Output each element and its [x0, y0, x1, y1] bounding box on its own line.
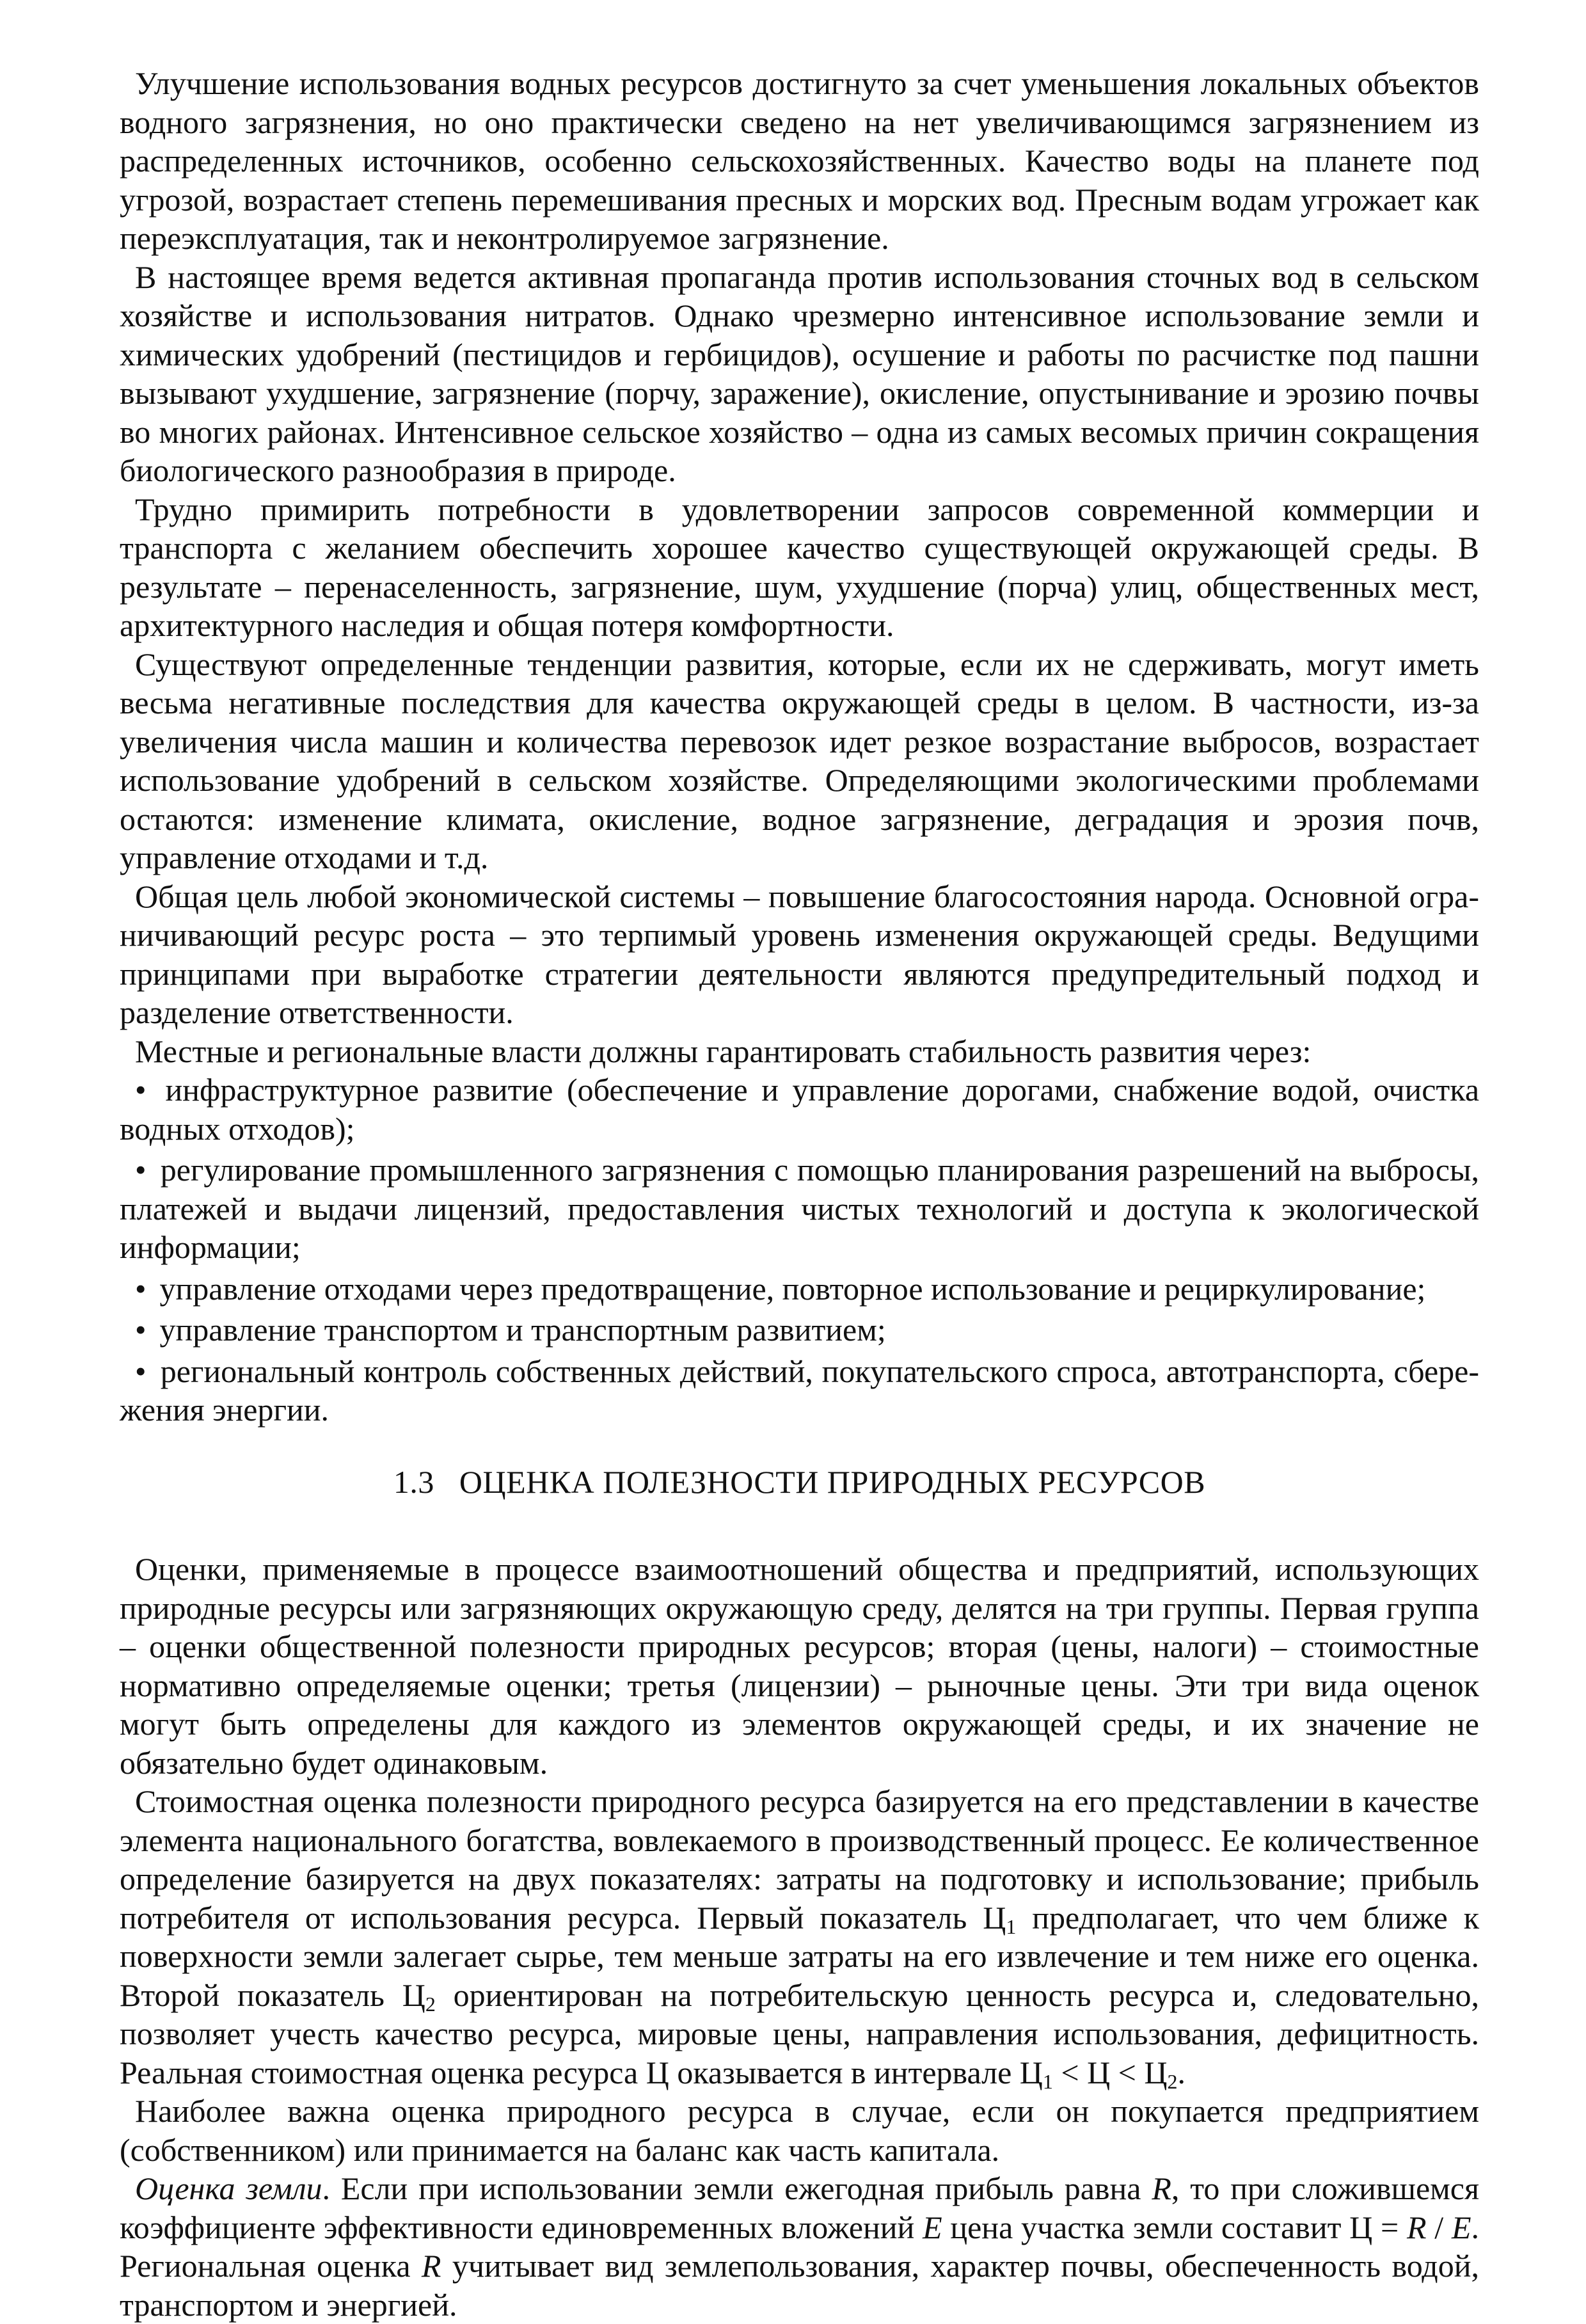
text-run: цена участка земли составит Ц =	[942, 2209, 1407, 2245]
bullet-list	[120, 1070, 1479, 1429]
list-item	[120, 1150, 1479, 1267]
list-item-text: инфраструктурное развитие (обеспечение и управление дорогами, снабжение водой, очистка водных отходов);	[120, 1072, 1480, 1147]
text-run: < Ц < Ц	[1052, 2054, 1168, 2090]
paragraph-commerce-transport: Трудно примирить потребности в удовлетворении запросов современной коммерции и транспорта с желанием обеспечить хорошее качество существующей окружающей среды. В результате – перенаселенность, загрязнение, шум, ухудшение (порча) улиц, общественных мест, архитектурного наследия и общая потеря комфортности.	[120, 491, 1479, 643]
bullet-icon: •	[135, 1072, 147, 1108]
subscript: 1	[1006, 1914, 1017, 1938]
text-run: учитывает вид землепользования, характер почвы, обеспеченность водой, транспортом и энергией.	[120, 2248, 1479, 2323]
text-run: . Если при использовании земли ежегодная прибыль равна	[322, 2170, 1152, 2206]
paragraph-cost-valuation	[120, 1782, 1479, 2092]
variable-r: R	[1152, 2170, 1171, 2206]
list-item-text: регулирование промышленного загрязнения с помощью планирования разрешений на выбросы, платежей и выдачи лицензий, предоставления чистых технологий и доступа к экологической информации;	[120, 1152, 1479, 1265]
bullet-icon: •	[135, 1152, 147, 1188]
list-item	[120, 1070, 1479, 1148]
list-item	[120, 1310, 1479, 1349]
paragraph-valuation-groups: Оценки, применяемые в процессе взаимоотношений общества и предприятий, использующих природные ресурсы или загрязняющих окружающую среду, делятся на три группы. Первая группа – оценки общественной полезности природных ресурсов; вторая (цены, налоги) – стоимостные нормативно определяемые оценки; третья (лицензии) – рыночные цены. Эти три вида оценок могут быть определены для каждого из элементов окружающей среды, и их значение не обязательно будет одинаковым.	[120, 1551, 1479, 1781]
text-run: предполагает, что чем ближе к поверхности земли залегает сырье, тем меньше затраты на его извлечение и тем ниже его оценка. Второй показатель Ц	[120, 1899, 1479, 2013]
paragraph-development-trends: Существуют определенные тенденции развития, которые, если их не сдерживать, могут иметь весьма негативные последствия для качества окружающей среды в целом. В частности, из-за увеличения числа машин и количества перевозок идет резкое возрастание выбросов, возрастает использование удобрений в сельском хозяйстве. Определяющими экологическими проблемами остаются: изменение климата, окисление, водное загрязнение, деградация и эрозия почв, управление отходами и т.д.	[120, 646, 1479, 875]
variable-r: R	[421, 2248, 441, 2284]
subscript: 2	[425, 1992, 436, 2016]
paragraph-water-resources: Улучшение использования водных ресурсов достигнуто за счет уменьшения локальных объектов водного загрязнения, но оно практически сведено на нет увеличивающимся загрязнением из распределенных источников, особенно сельскохозяйственных. Качество воды на планете под угрозой, возрастает степень перемешивания пресных и морских вод. Пресным водам угрожает как переэксплуатация, так и неконтролируемое загрязнение.	[120, 65, 1479, 256]
list-item-text: управление отходами через предотвращение, повторное использование и рециркулирование;	[159, 1270, 1426, 1307]
list-item	[120, 1352, 1479, 1429]
bullet-icon: •	[135, 1353, 147, 1389]
section-heading	[120, 1463, 1479, 1502]
paragraph-important-valuation: Наиболее важна оценка природного ресурса в случае, если он покупается предприятием (собственником) или принимается на баланс как часть капитала.	[120, 2093, 1479, 2168]
variable-e: E	[923, 2209, 942, 2245]
text-run: .	[1177, 2054, 1186, 2090]
text-run: ориентирован на потребительскую ценность ресурса и, следовательно, позволяет учесть качество ресурса, мировые цены, направления использования, дефицитность. Реальная стоимостная оценка ресурса Ц оказывается в интервале Ц	[120, 1977, 1479, 2090]
list-item-text: региональный контроль собственных действий, покупательского спроса, автотранспорта, сбережения энергии.	[120, 1353, 1479, 1428]
subscript: 2	[1167, 2069, 1178, 2093]
variable-r: R	[1407, 2209, 1427, 2245]
italic-term: Оценка земли	[135, 2170, 322, 2206]
list-item-text: управление транспортом и транспортным развитием;	[159, 1312, 886, 1348]
text-run: , то при сложившемся коэффициенте эффективности единовременных вложений	[120, 2170, 1479, 2245]
subscript: 1	[1042, 2069, 1053, 2093]
variable-e: E	[1451, 2209, 1471, 2245]
document-page	[120, 64, 1479, 2324]
paragraph-local-authorities: Местные и региональные власти должны гарантировать стабильность развития через:	[135, 1033, 1312, 1069]
paragraph-economic-goal: Общая цель любой экономической системы – повышение благосостояния народа. Основной ограничивающий ресурс роста – это терпимый уровень изменения окружающей среды. Ведущими принципами при выработке стратегии деятельности являются предупредительный подход и разделение ответственности.	[120, 878, 1479, 1030]
text-run: Стоимостная оценка полезности природного ресурса базируется на его представлении в качестве элемента национального богатства, вовлекаемого в производственный процесс. Ее количественное определение базируется на двух показателях: затраты на подготовку и использование; прибыль потребителя от использования ресурса. Первый показатель Ц	[120, 1783, 1479, 1936]
list-item	[120, 1269, 1479, 1309]
text-run: /	[1426, 2209, 1452, 2245]
paragraph-land-valuation	[120, 2169, 1479, 2324]
text-run: . Региональная оценка	[120, 2209, 1479, 2284]
paragraph-agriculture: В настоящее время ведется активная пропаганда против использования сточных вод в сельском хозяйстве и использования нитратов. Однако чрезмерно интенсивное использование земли и химических удобрений (пестицидов и гербицидов), осушение и работы по расчистке под пашни вызывают ухудшение, загрязнение (порчу, заражение), окисление, опустынивание и эрозию почвы во многих районах. Интенсивное сельское хозяйство – одна из самых весомых причин сокращения биологического разнообразия в природе.	[120, 259, 1479, 488]
section-number: 1.3	[393, 1463, 434, 1500]
bullet-icon: •	[135, 1270, 147, 1307]
section-title: ОЦЕНКА ПОЛЕЗНОСТИ ПРИРОДНЫХ РЕСУРСОВ	[459, 1463, 1206, 1500]
bullet-icon: •	[135, 1312, 147, 1348]
